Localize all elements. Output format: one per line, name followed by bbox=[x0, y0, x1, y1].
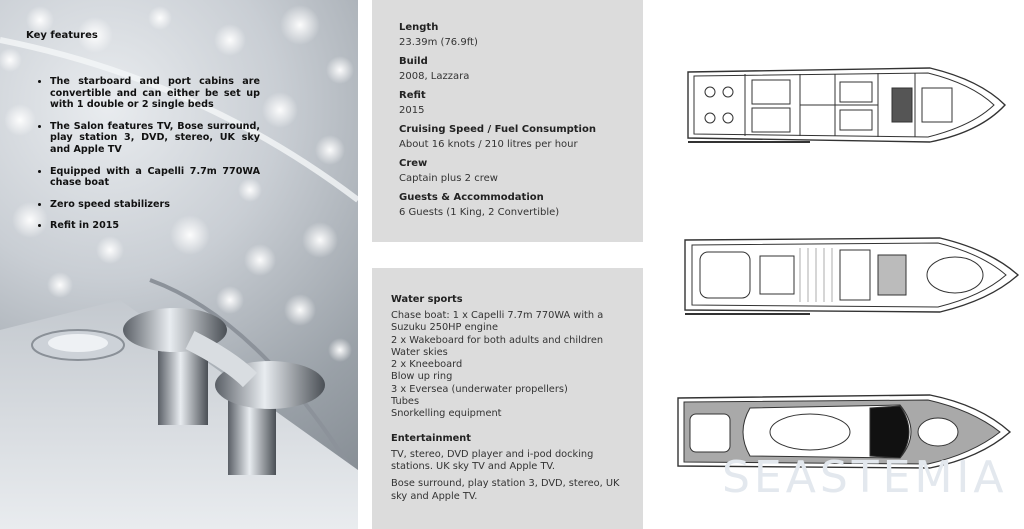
spec-label-build: Build bbox=[399, 56, 428, 67]
amenities-content bbox=[391, 293, 631, 508]
list-item: 3 x Eversea (underwater propellers) bbox=[391, 383, 568, 395]
amenities-panel bbox=[372, 268, 643, 529]
entertainment-title: Entertainment bbox=[391, 432, 471, 444]
list-item: • The starboard and port cabins are convertible and can either be set up with 1 double or 2 single beds bbox=[50, 76, 260, 111]
key-features-title: Key features bbox=[26, 30, 98, 41]
list-item: Tubes bbox=[391, 396, 420, 408]
list-item: Suzuku 250HP engine bbox=[391, 322, 498, 334]
deck-plans bbox=[660, 0, 1024, 529]
spec-label-speed: Cruising Speed / Fuel Consumption bbox=[399, 124, 596, 135]
bollard-photo bbox=[0, 0, 358, 529]
list-item: 2 x Wakeboard for both adults and children bbox=[391, 334, 604, 346]
spec-label-crew: Crew bbox=[399, 158, 428, 169]
spec-label-refit: Refit bbox=[399, 90, 426, 101]
list-item: 2 x Kneeboard bbox=[391, 359, 463, 371]
list-item: • Equipped with a Capelli 7.7m 770WA chase boat bbox=[50, 166, 260, 189]
list-item: Blow up ring bbox=[391, 371, 453, 383]
deck-plan-lower bbox=[688, 68, 1005, 142]
entertainment-paragraph: Bose surround, play station 3, DVD, stereo, UK sky and Apple TV. bbox=[391, 478, 620, 502]
list-item: • The Salon features TV, Bose surround, play station 3, DVD, stereo, UK sky and Apple TV bbox=[50, 121, 260, 156]
key-features-list bbox=[36, 76, 260, 242]
specs-list bbox=[399, 20, 634, 224]
spec-value-refit: 2015 bbox=[399, 105, 425, 116]
spec-value-length: 23.39m (76.9ft) bbox=[399, 37, 478, 48]
spec-label-guests: Guests & Accommodation bbox=[399, 192, 544, 203]
list-item: Water skies bbox=[391, 346, 448, 358]
list-item: Snorkelling equipment bbox=[391, 408, 502, 420]
spec-value-build: 2008, Lazzara bbox=[399, 71, 470, 82]
list-item: Chase boat: 1 x Capelli 7.7m 770WA with a bbox=[391, 310, 604, 321]
list-item: • Refit in 2015 bbox=[50, 220, 260, 232]
deck-plan-main bbox=[685, 238, 1018, 314]
spec-label-length: Length bbox=[399, 22, 439, 33]
water-sports-title: Water sports bbox=[391, 294, 463, 305]
spec-value-speed: About 16 knots / 210 litres per hour bbox=[399, 139, 578, 150]
list-item: • Zero speed stabilizers bbox=[50, 199, 260, 211]
entertainment-paragraph: TV, stereo, DVD player and i-pod docking stations. UK sky TV and Apple TV. bbox=[391, 448, 594, 472]
spec-value-guests: 6 Guests (1 King, 2 Convertible) bbox=[399, 207, 560, 218]
spec-value-crew: Captain plus 2 crew bbox=[399, 173, 498, 184]
watermark-text: SEASTEMIA bbox=[722, 452, 1008, 503]
specs-panel bbox=[372, 0, 643, 242]
